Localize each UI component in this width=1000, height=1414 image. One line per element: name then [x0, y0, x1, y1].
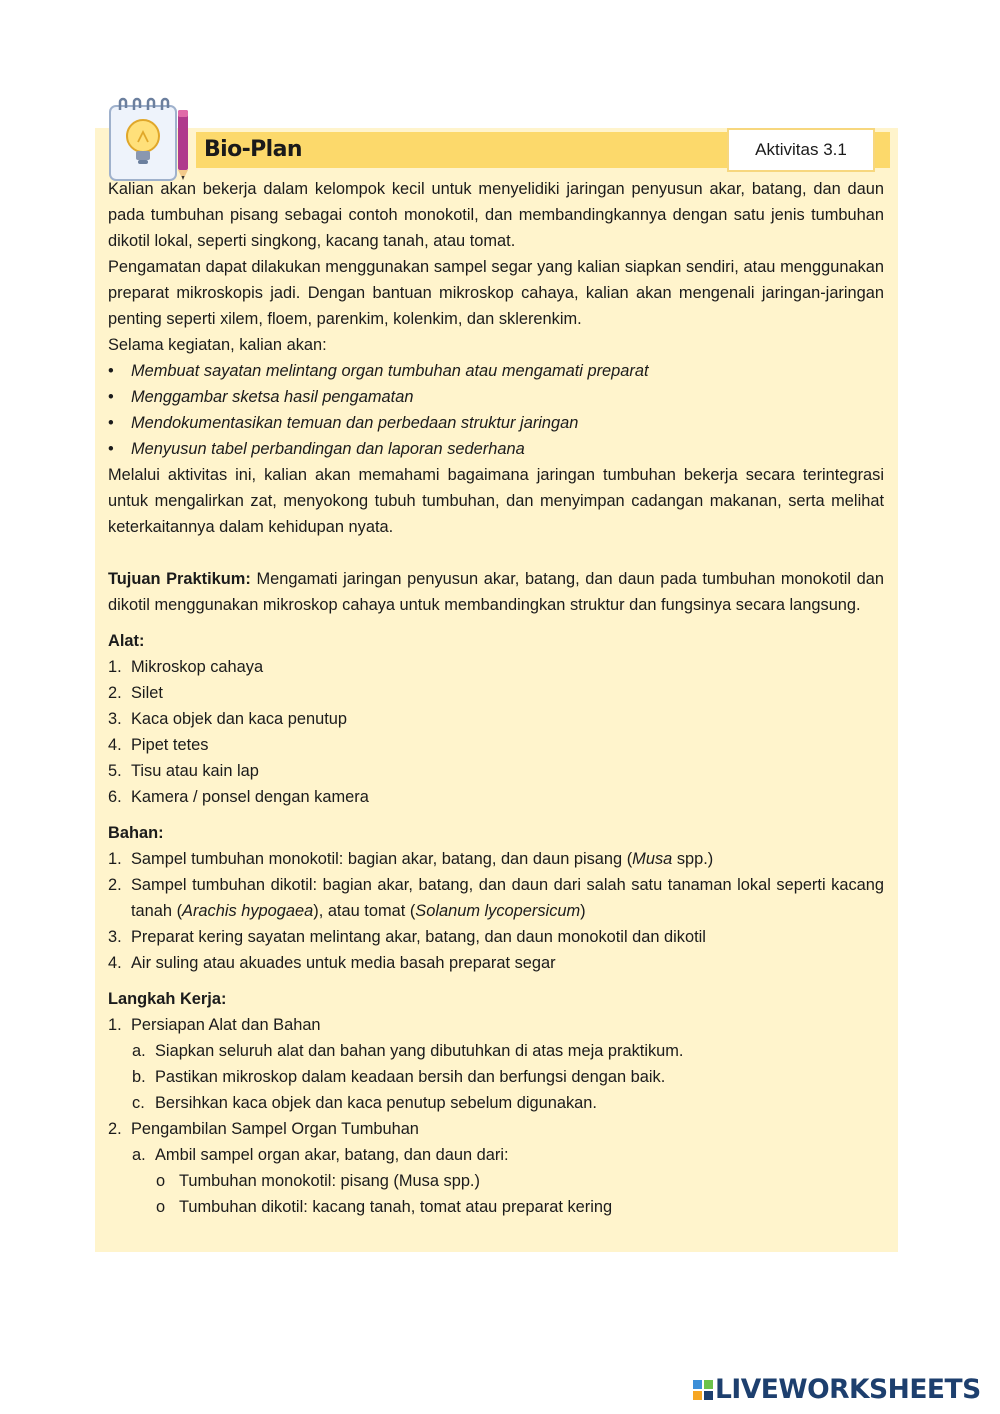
- activity-bullet-list: [108, 358, 884, 462]
- list-item: c. Bersihkan kaca objek dan kaca penutup sebelum digunakan.: [132, 1094, 597, 1112]
- list-item: 3. Preparat kering sayatan melintang akar, batang, dan daun monokotil dan dikotil: [108, 928, 706, 946]
- list-item: a. Siapkan seluruh alat dan bahan yang dibutuhkan di atas meja praktikum.: [132, 1042, 684, 1060]
- intro-paragraph-2: Pengamatan dapat dilakukan menggunakan sampel segar yang kalian siapkan sendiri, atau menggunakan preparat mikroskopis jadi. Dengan bantuan mikroskop cahaya, kalian akan mengenali jaringan-jaringan penting seperti xilem, floem, parenkim, kolenkim, dan sklerenkim.: [108, 258, 884, 328]
- list-item: o Tumbuhan monokotil: pisang (Musa spp.): [156, 1168, 884, 1194]
- list-item: a. Ambil sampel organ akar, batang, dan daun dari:: [132, 1146, 509, 1164]
- list-item: b. Pastikan mikroskop dalam keadaan bersih dan berfungsi dengan baik.: [132, 1068, 666, 1086]
- bullet-icon: •: [108, 414, 114, 432]
- liveworksheets-logo-icon: [693, 1380, 713, 1400]
- bullet-icon: •: [108, 440, 114, 458]
- list-item: 4. Pipet tetes: [108, 736, 209, 754]
- circle-bullet-icon: o: [156, 1172, 166, 1190]
- section-title: Bio-Plan: [204, 137, 302, 162]
- intro-paragraph-1: Kalian akan bekerja dalam kelompok kecil untuk menyelidiki jaringan penyusun akar, batang, dan daun pada tumbuhan pisang sebagai contoh monokotil, dan membandingkannya dengan satu jenis tumbuhan dikotil lokal, seperti singkong, kacang tanah, atau tomat.: [108, 180, 884, 250]
- intro-paragraph-3: Selama kegiatan, kalian akan:: [108, 336, 327, 354]
- activity-content: [108, 176, 884, 1220]
- bahan-list: [108, 846, 884, 976]
- liveworksheets-watermark: [693, 1376, 989, 1406]
- list-item: • Mendokumentasikan temuan dan perbedaan struktur jaringan: [108, 410, 884, 436]
- list-item: 2. Silet: [108, 684, 163, 702]
- list-item: • Menyusun tabel perbandingan dan laporan sederhana: [108, 436, 884, 462]
- notebook-lightbulb-icon: [106, 96, 198, 182]
- list-item: 4. Air suling atau akuades untuk media basah preparat segar: [108, 954, 556, 972]
- list-item: 3. Kaca objek dan kaca penutup: [108, 710, 347, 728]
- bullet-icon: •: [108, 362, 114, 380]
- langkah-heading: Langkah Kerja:: [108, 990, 227, 1008]
- list-item: o Tumbuhan dikotil: kacang tanah, tomat atau preparat kering: [156, 1194, 884, 1220]
- list-item: 1. Mikroskop cahaya: [108, 658, 264, 676]
- activity-label: Aktivitas 3.1: [727, 128, 875, 172]
- tujuan-paragraph: Tujuan Praktikum: Mengamati jaringan penyusun akar, batang, dan daun pada tumbuhan monokotil dan dikotil menggunakan mikroskop cahaya untuk membandingkan struktur dan fungsinya secara langsung.: [108, 570, 884, 614]
- tujuan-label: Tujuan Praktikum:: [108, 570, 251, 588]
- list-item: • Membuat sayatan melintang organ tumbuhan atau mengamati preparat: [108, 358, 884, 384]
- list-item: 1. Persiapan Alat dan Bahan: [108, 1016, 321, 1034]
- watermark-text: LIVEWORKSHEETS: [715, 1374, 981, 1405]
- list-item: 2. Sampel tumbuhan dikotil: bagian akar, batang, dan daun dari salah satu tanaman lokal seperti kacang tanah (Arachis hypogaea), atau tomat (Solanum lycopersicum): [108, 876, 884, 920]
- bahan-heading: Bahan:: [108, 824, 164, 842]
- list-item: • Menggambar sketsa hasil pengamatan: [108, 384, 884, 410]
- bullet-icon: •: [108, 388, 114, 406]
- list-item: 1. Sampel tumbuhan monokotil: bagian akar, batang, dan daun pisang (Musa spp.): [108, 850, 714, 868]
- list-item: 6. Kamera / ponsel dengan kamera: [108, 788, 369, 806]
- list-item: 5. Tisu atau kain lap: [108, 762, 259, 780]
- list-item: 2. Pengambilan Sampel Organ Tumbuhan: [108, 1120, 419, 1138]
- langkah-list: [108, 1012, 884, 1220]
- circle-bullet-icon: o: [156, 1198, 166, 1216]
- alat-list: [108, 654, 884, 810]
- alat-heading: Alat:: [108, 632, 145, 650]
- intro-paragraph-4: Melalui aktivitas ini, kalian akan memahami bagaimana jaringan tumbuhan bekerja secara terintegrasi untuk mengalirkan zat, menyokong tubuh tumbuhan, dan menyimpan cadangan makanan, serta melihat keterkaitannya dalam kehidupan nyata.: [108, 466, 884, 536]
